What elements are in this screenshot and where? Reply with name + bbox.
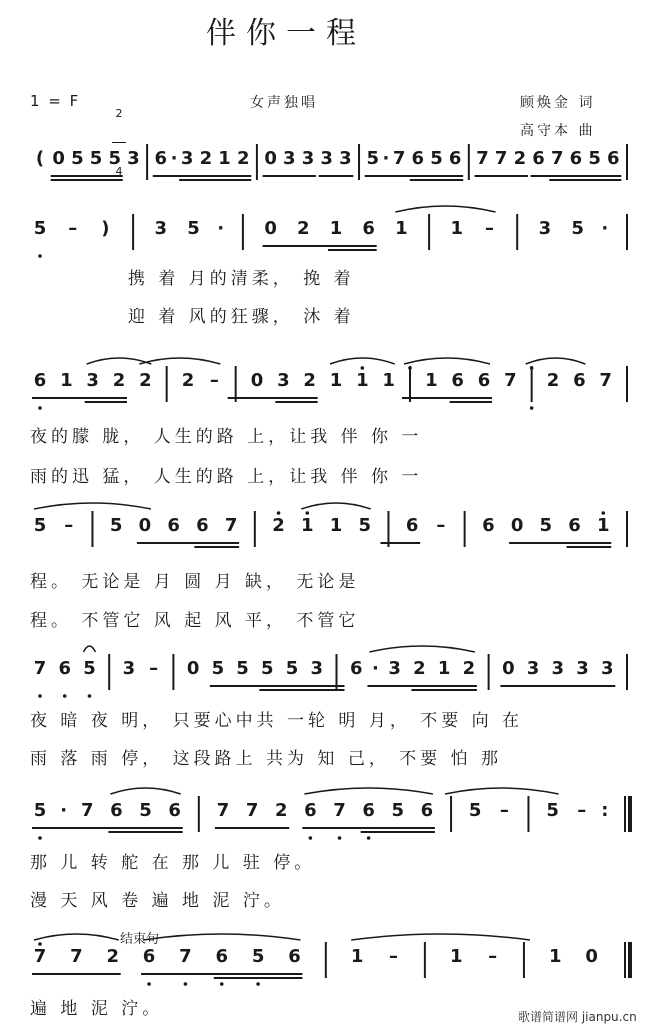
jianpu-note: 7 [494,148,508,169]
lyric-line: 程。 无论是 月 圆 月 缺， 无论是 [30,572,360,592]
jianpu-note: 3 [180,148,194,169]
slur-arc [34,503,151,509]
dot-mark: · [170,148,178,169]
jianpu-note: 1 [597,515,610,536]
jianpu-note: 0 [186,658,200,679]
jianpu-note: 6 [168,800,181,821]
jianpu-note: 6 [607,148,620,169]
slur-arc [83,646,95,652]
jianpu-note: 7 [81,800,94,821]
jianpu-note: 2 [546,370,560,391]
jianpu-note: 3 [301,148,315,169]
jianpu-note: 6 [451,370,464,391]
jianpu-note: 2 [413,658,426,679]
dash-note: – [149,658,159,679]
jianpu-note: 0 [264,218,277,239]
dash-note: – [68,218,78,239]
jianpu-note: 1 [356,370,369,391]
lyric-line: 雨的迅 猛， 人生的路 上，让我 伴 你 一 [30,467,423,487]
jianpu-note: 6 [215,946,229,967]
jianpu-note: 1 [437,658,451,679]
composer-credit: 高守本 曲 [520,123,596,139]
jianpu-note: 1 [60,370,73,391]
jianpu-note: 5 [236,658,249,679]
key-signature: 1 = F [30,92,81,110]
slur-arc [445,788,559,794]
dash-note: – [499,800,509,821]
jianpu-note: 7 [476,148,489,169]
jianpu-note: 7 [599,370,612,391]
jianpu-note: 0 [510,515,524,536]
jianpu-note: 3 [601,658,614,679]
jianpu-note: 2 [199,148,213,169]
jianpu-note: 1 [329,515,343,536]
jianpu-note: 2 [236,148,250,169]
coda-annotation: 结束句 [120,932,160,947]
jianpu-note: 3 [320,148,333,169]
jianpu-note: 5 [261,658,274,679]
jianpu-note: 3 [154,218,168,239]
jianpu-note: 6 [58,658,71,679]
dash-note: – [485,218,494,239]
jianpu-note: 5 [211,658,225,679]
jianpu-note: 7 [224,515,238,536]
jianpu-note: 7 [33,946,47,967]
dot-mark: · [372,658,379,679]
slur-arc [330,358,395,364]
low-octave-dot [530,406,534,410]
dash-note: – [389,946,399,967]
jianpu-note: 2 [462,658,476,679]
jianpu-note: 6 [142,946,156,967]
jianpu-note: 6 [33,370,47,391]
jianpu-note: 3 [538,218,552,239]
jianpu-note: 1 [395,218,408,239]
jianpu-note: 3 [576,658,589,679]
low-octave-dot [38,836,42,840]
jianpu-note: 7 [245,800,259,821]
jianpu-note: 5 [539,515,553,536]
jianpu-note: 5 [571,218,584,239]
jianpu-note: 6 [573,370,586,391]
jianpu-note: 5 [430,148,443,169]
jianpu-note: 0 [138,515,152,536]
jianpu-note: 5 [588,148,601,169]
jianpu-note: 6 [405,515,419,536]
jianpu-note: 5 [71,148,84,169]
song-title: 伴你一程 [206,16,366,51]
jianpu-note: 2 [112,370,126,391]
jianpu-note: 5 [109,515,123,536]
jianpu-note: 6 [154,148,168,169]
slur-arc [304,788,433,794]
dash-note: – [209,370,219,391]
jianpu-note: 2 [272,515,285,536]
dash-note: – [436,515,446,536]
jianpu-note: 2 [274,800,288,821]
jianpu-note: 6 [196,515,209,536]
jianpu-note: 1 [301,515,314,536]
dot-mark: · [217,218,225,239]
jianpu-note: : [601,800,609,821]
dot-mark: · [382,148,390,169]
slur-arc [143,934,300,940]
jianpu-note: 3 [86,370,99,391]
low-octave-dot [63,694,67,698]
lyric-line: 迎 着 风的狂骤， 沐 着 [128,307,355,327]
slur-arc [526,358,586,364]
lyric-line: 程。 不管它 风 起 风 平， 不管它 [30,611,360,631]
lyric-line: 夜的朦 胧， 人生的路 上，让我 伴 你 一 [30,427,423,447]
dash-note: – [64,515,74,536]
jianpu-note: 6 [304,800,317,821]
jianpu-note: 6 [477,370,491,391]
jianpu-note: 1 [329,218,343,239]
lyric-line: 携 着 月的清柔， 挽 着 [128,269,355,289]
jianpu-note: ) [101,218,110,239]
jianpu-note: 3 [277,370,290,391]
jianpu-note: 1 [329,370,343,391]
low-octave-dot [147,982,151,986]
slur-arc [34,934,119,940]
jianpu-note: 6 [167,515,180,536]
jianpu-note: 7 [179,946,192,967]
jianpu-note: 7 [70,946,83,967]
jianpu-note: 6 [448,148,462,169]
dot-mark: · [601,218,609,239]
jianpu-note: 3 [551,658,565,679]
low-octave-dot [88,694,92,698]
dot-mark: · [60,800,68,821]
jianpu-note: 2 [106,946,119,967]
dash-note: – [488,946,498,967]
jianpu-note: 0 [264,148,277,169]
jianpu-note: 5 [83,658,96,679]
jianpu-note: 1 [218,148,231,169]
jianpu-note: 5 [139,800,152,821]
high-octave-dot [408,366,412,370]
jianpu-note: 6 [362,800,375,821]
high-octave-dot [530,366,534,370]
low-octave-dot [256,982,260,986]
jianpu-note: 5 [33,515,47,536]
jianpu-note: 3 [526,658,540,679]
jianpu-note: 6 [482,515,495,536]
lyric-line: 那 儿 转 舵 在 那 儿 驻 停。 [30,853,316,873]
jianpu-note: 6 [532,148,545,169]
watermark: 歌谱简谱网 jianpu.cn [518,1010,637,1024]
jianpu-note: 2 [139,370,152,391]
dash-note: – [577,800,587,821]
slur-arc [351,934,530,940]
slur-arc [110,788,180,794]
jianpu-note: 1 [450,218,464,239]
low-octave-dot [38,406,42,410]
jianpu-note: 5 [546,800,559,821]
jianpu-note: 7 [504,370,517,391]
jianpu-note: 5 [285,658,299,679]
slur-arc [139,358,220,364]
lyric-line: 漫 天 风 卷 遍 地 泥 泞。 [30,891,285,911]
jianpu-note: 6 [110,800,123,821]
jianpu-note: 5 [187,218,200,239]
lyric-line: 夜 暗 夜 明， 只要心中共 一轮 明 月， 不要 向 在 [30,711,524,731]
low-octave-dot [309,836,313,840]
jianpu-note: 7 [33,658,47,679]
jianpu-note: 5 [468,800,482,821]
slur-arc [301,503,370,509]
jianpu-note: 1 [449,946,463,967]
jianpu-note: 6 [411,148,425,169]
jianpu-note: 1 [425,370,438,391]
jianpu-note: 5 [89,148,103,169]
jianpu-note: ( [35,148,45,169]
jianpu-note: 5 [251,946,265,967]
jianpu-note: 7 [333,800,346,821]
jianpu-note: 3 [122,658,136,679]
jianpu-note: 3 [310,658,324,679]
low-octave-dot [338,836,342,840]
jianpu-note: 5 [33,800,47,821]
jianpu-note: 1 [549,946,562,967]
jianpu-note: 6 [288,946,301,967]
jianpu-note: 0 [502,658,515,679]
low-octave-dot [220,982,224,986]
jianpu-note: 7 [392,148,406,169]
performance-type: 女声独唱 [250,95,318,111]
jianpu-note: 6 [362,218,375,239]
jianpu-note: 6 [569,148,583,169]
jianpu-note: 2 [297,218,310,239]
slur-arc [369,646,474,652]
jianpu-note: 5 [391,800,405,821]
jianpu-note: 3 [388,658,401,679]
jianpu-note: 7 [550,148,564,169]
jianpu-note: 0 [250,370,264,391]
jianpu-note: 0 [52,148,65,169]
jianpu-note: 2 [181,370,195,391]
jianpu-note: 6 [420,800,434,821]
jianpu-note: 0 [585,946,598,967]
jianpu-note: 3 [339,148,352,169]
jianpu-note: 5 [33,218,47,239]
low-octave-dot [38,694,42,698]
jianpu-note: 7 [216,800,230,821]
low-octave-dot [184,982,188,986]
low-octave-dot [367,836,371,840]
jianpu-note: 2 [303,370,316,391]
lyric-line: 雨 落 雨 停， 这段路上 共为 知 己， 不要 怕 那 [30,749,503,769]
jianpu-note: 5 [358,515,371,536]
jianpu-note: 1 [382,370,395,391]
jianpu-note: 3 [127,148,140,169]
lyricist-credit: 顾焕金 词 [520,95,596,111]
time-signature-top: 2 [115,107,123,120]
jianpu-note: 1 [350,946,364,967]
jianpu-note: 3 [283,148,296,169]
low-octave-dot [38,254,42,258]
jianpu-note: 5 [366,148,379,169]
jianpu-note: 2 [513,148,527,169]
lyric-line: 遍 地 泥 泞。 [30,999,164,1019]
jianpu-note: 6 [568,515,581,536]
time-signature-bottom: 4 [115,165,123,178]
slur-arc [395,206,495,212]
jianpu-note: 6 [349,658,363,679]
jianpu-note: 5 [108,148,121,169]
slur-arc [404,358,490,364]
